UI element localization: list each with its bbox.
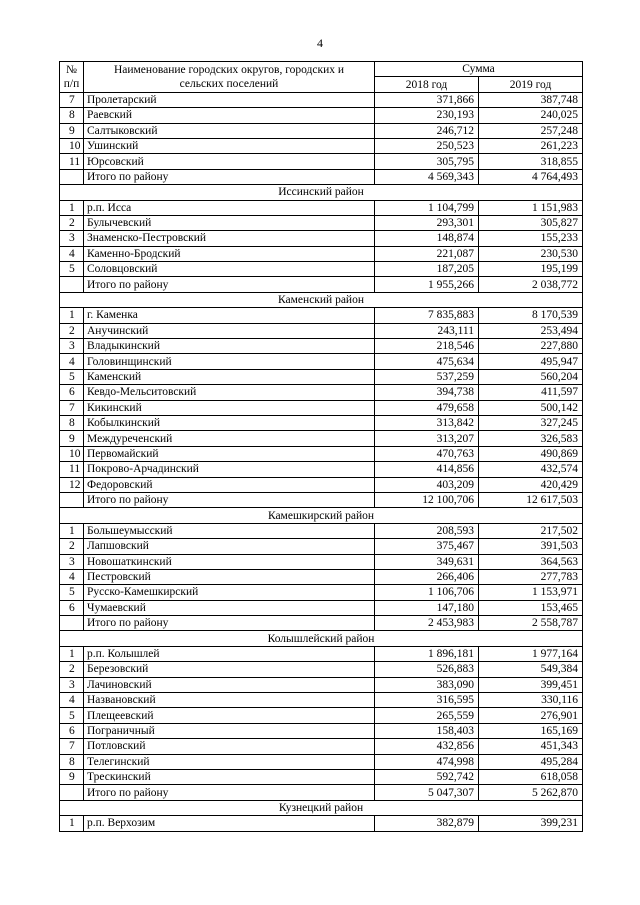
table-row — [60, 415, 583, 430]
value-2018: 5 047,307 — [375, 785, 479, 800]
row-number: 7 — [60, 92, 84, 107]
table-row — [60, 554, 583, 569]
value-2019: 387,748 — [479, 92, 583, 107]
row-number: 5 — [60, 585, 84, 600]
row-name: Итого по району — [84, 169, 375, 184]
district-total-row — [60, 169, 583, 184]
table-row — [60, 569, 583, 584]
row-name: Новошаткинский — [84, 554, 375, 569]
row-number: 5 — [60, 708, 84, 723]
value-2018: 383,090 — [375, 677, 479, 692]
district-total-row — [60, 492, 583, 507]
value-2019: 451,343 — [479, 739, 583, 754]
value-2019: 391,503 — [479, 539, 583, 554]
value-2019: 155,233 — [479, 231, 583, 246]
value-2018: 265,559 — [375, 708, 479, 723]
row-name: Пограничный — [84, 723, 375, 738]
value-2019: 364,563 — [479, 554, 583, 569]
value-2018: 243,111 — [375, 323, 479, 338]
district-title: Иссинский район — [60, 185, 583, 200]
table-row — [60, 123, 583, 138]
row-number: 4 — [60, 354, 84, 369]
value-2018: 218,546 — [375, 339, 479, 354]
value-2018: 266,406 — [375, 569, 479, 584]
row-number: 1 — [60, 308, 84, 323]
value-2019: 4 764,493 — [479, 169, 583, 184]
district-header-row — [60, 292, 583, 307]
row-number: 7 — [60, 739, 84, 754]
row-name: Лапшовский — [84, 539, 375, 554]
row-number: 2 — [60, 662, 84, 677]
row-name: Лачиновский — [84, 677, 375, 692]
value-2018: 526,883 — [375, 662, 479, 677]
row-name: Кобылкинский — [84, 415, 375, 430]
district-header-row — [60, 631, 583, 646]
row-name: Междуреченский — [84, 431, 375, 446]
district-title: Колышлейский район — [60, 631, 583, 646]
header-number: № п/п — [60, 62, 84, 93]
row-name: Итого по району — [84, 277, 375, 292]
table-row — [60, 446, 583, 461]
value-2018: 2 453,983 — [375, 616, 479, 631]
row-name: Каменно-Бродский — [84, 246, 375, 261]
value-2018: 316,595 — [375, 693, 479, 708]
row-number: 10 — [60, 446, 84, 461]
value-2019: 500,142 — [479, 400, 583, 415]
value-2018: 158,403 — [375, 723, 479, 738]
value-2019: 1 151,983 — [479, 200, 583, 215]
table-row — [60, 646, 583, 661]
row-number: 11 — [60, 154, 84, 169]
table-row — [60, 523, 583, 538]
district-title: Каменский район — [60, 292, 583, 307]
district-header-row — [60, 508, 583, 523]
value-2019: 432,574 — [479, 462, 583, 477]
table-row — [60, 215, 583, 230]
row-number — [60, 277, 84, 292]
value-2019: 261,223 — [479, 138, 583, 153]
row-number: 6 — [60, 385, 84, 400]
value-2018: 221,087 — [375, 246, 479, 261]
table-row — [60, 600, 583, 615]
table-row — [60, 323, 583, 338]
table-row — [60, 385, 583, 400]
value-2018: 414,856 — [375, 462, 479, 477]
row-number: 9 — [60, 123, 84, 138]
table-row — [60, 339, 583, 354]
value-2018: 148,874 — [375, 231, 479, 246]
row-number — [60, 616, 84, 631]
table-row — [60, 693, 583, 708]
value-2019: 549,384 — [479, 662, 583, 677]
value-2019: 276,901 — [479, 708, 583, 723]
table-row — [60, 431, 583, 446]
header-year-2019: 2019 год — [479, 77, 583, 92]
table-row — [60, 92, 583, 107]
value-2019: 420,429 — [479, 477, 583, 492]
value-2018: 1 896,181 — [375, 646, 479, 661]
value-2019: 12 617,503 — [479, 492, 583, 507]
row-name: Итого по району — [84, 616, 375, 631]
row-name: Кевдо-Мельситовский — [84, 385, 375, 400]
table-row — [60, 769, 583, 784]
row-name: Раевский — [84, 108, 375, 123]
value-2018: 305,795 — [375, 154, 479, 169]
value-2018: 537,259 — [375, 369, 479, 384]
row-number: 11 — [60, 462, 84, 477]
row-number: 8 — [60, 754, 84, 769]
table-row — [60, 739, 583, 754]
page-number: 4 — [317, 36, 323, 50]
table-row — [60, 108, 583, 123]
value-2019: 217,502 — [479, 523, 583, 538]
value-2019: 227,880 — [479, 339, 583, 354]
value-2019: 495,284 — [479, 754, 583, 769]
value-2019: 2 558,787 — [479, 616, 583, 631]
value-2018: 1 104,799 — [375, 200, 479, 215]
row-name: Березовский — [84, 662, 375, 677]
table-body — [60, 92, 583, 831]
table-header — [60, 62, 583, 93]
value-2019: 1 153,971 — [479, 585, 583, 600]
value-2019: 5 262,870 — [479, 785, 583, 800]
value-2018: 293,301 — [375, 215, 479, 230]
value-2019: 560,204 — [479, 369, 583, 384]
value-2018: 313,207 — [375, 431, 479, 446]
value-2018: 208,593 — [375, 523, 479, 538]
value-2018: 432,856 — [375, 739, 479, 754]
row-number: 3 — [60, 554, 84, 569]
value-2018: 147,180 — [375, 600, 479, 615]
row-name: Пестровский — [84, 569, 375, 584]
row-name: г. Каменка — [84, 308, 375, 323]
value-2018: 592,742 — [375, 769, 479, 784]
row-number: 2 — [60, 323, 84, 338]
table-row — [60, 816, 583, 831]
row-name: Знаменско-Пестровский — [84, 231, 375, 246]
value-2019: 277,783 — [479, 569, 583, 584]
row-number: 5 — [60, 369, 84, 384]
header-year-2018: 2018 год — [375, 77, 479, 92]
value-2018: 230,193 — [375, 108, 479, 123]
row-name: Ушинский — [84, 138, 375, 153]
row-number: 6 — [60, 723, 84, 738]
row-number: 9 — [60, 431, 84, 446]
row-name: Потловский — [84, 739, 375, 754]
value-2018: 470,763 — [375, 446, 479, 461]
value-2019: 165,169 — [479, 723, 583, 738]
table-row — [60, 246, 583, 261]
row-name: Владыкинский — [84, 339, 375, 354]
row-number: 12 — [60, 477, 84, 492]
value-2018: 246,712 — [375, 123, 479, 138]
table-row — [60, 154, 583, 169]
value-2018: 4 569,343 — [375, 169, 479, 184]
row-name: Плещеевский — [84, 708, 375, 723]
value-2019: 240,025 — [479, 108, 583, 123]
row-number: 5 — [60, 262, 84, 277]
row-number — [60, 169, 84, 184]
row-number: 9 — [60, 769, 84, 784]
row-name: Чумаевский — [84, 600, 375, 615]
budget-table — [59, 61, 583, 832]
value-2019: 253,494 — [479, 323, 583, 338]
value-2018: 394,738 — [375, 385, 479, 400]
row-number: 8 — [60, 415, 84, 430]
row-number: 2 — [60, 215, 84, 230]
row-name: Покрово-Арчадинский — [84, 462, 375, 477]
value-2018: 187,205 — [375, 262, 479, 277]
value-2019: 8 170,539 — [479, 308, 583, 323]
row-number: 7 — [60, 400, 84, 415]
value-2018: 349,631 — [375, 554, 479, 569]
value-2019: 490,869 — [479, 446, 583, 461]
value-2018: 382,879 — [375, 816, 479, 831]
value-2019: 495,947 — [479, 354, 583, 369]
value-2019: 305,827 — [479, 215, 583, 230]
table-row — [60, 585, 583, 600]
table-row — [60, 262, 583, 277]
value-2019: 2 038,772 — [479, 277, 583, 292]
value-2018: 1 955,266 — [375, 277, 479, 292]
table-row — [60, 354, 583, 369]
row-number: 1 — [60, 816, 84, 831]
row-number: 4 — [60, 569, 84, 584]
row-name: Юрсовский — [84, 154, 375, 169]
row-name: Телегинский — [84, 754, 375, 769]
row-number: 2 — [60, 539, 84, 554]
row-number — [60, 492, 84, 507]
value-2019: 230,530 — [479, 246, 583, 261]
row-name: Федоровский — [84, 477, 375, 492]
row-name: Соловцовский — [84, 262, 375, 277]
value-2018: 7 835,883 — [375, 308, 479, 323]
table-row — [60, 369, 583, 384]
table-row — [60, 462, 583, 477]
header-name: Наименование городских округов, городских и сельских поселений — [84, 62, 375, 93]
district-header-row — [60, 800, 583, 815]
row-name: Названовский — [84, 693, 375, 708]
value-2019: 153,465 — [479, 600, 583, 615]
value-2019: 257,248 — [479, 123, 583, 138]
row-name: Кикинский — [84, 400, 375, 415]
value-2019: 326,583 — [479, 431, 583, 446]
value-2019: 318,855 — [479, 154, 583, 169]
table-row — [60, 231, 583, 246]
value-2019: 195,199 — [479, 262, 583, 277]
row-name: Анучинский — [84, 323, 375, 338]
value-2019: 618,058 — [479, 769, 583, 784]
district-total-row — [60, 277, 583, 292]
row-name: Большеумысский — [84, 523, 375, 538]
value-2018: 313,842 — [375, 415, 479, 430]
row-number — [60, 785, 84, 800]
value-2018: 250,523 — [375, 138, 479, 153]
row-number: 4 — [60, 246, 84, 261]
district-total-row — [60, 616, 583, 631]
value-2019: 399,451 — [479, 677, 583, 692]
row-number: 1 — [60, 523, 84, 538]
row-name: Головинщинский — [84, 354, 375, 369]
row-name: Русско-Камешкирский — [84, 585, 375, 600]
row-name: р.п. Колышлей — [84, 646, 375, 661]
value-2019: 330,116 — [479, 693, 583, 708]
row-name: Пролетарский — [84, 92, 375, 107]
row-number: 10 — [60, 138, 84, 153]
value-2018: 479,658 — [375, 400, 479, 415]
value-2018: 1 106,706 — [375, 585, 479, 600]
row-number: 3 — [60, 231, 84, 246]
row-name: р.п. Верхозим — [84, 816, 375, 831]
row-name: Итого по району — [84, 492, 375, 507]
value-2019: 399,231 — [479, 816, 583, 831]
row-number: 4 — [60, 693, 84, 708]
table-row — [60, 200, 583, 215]
table-row — [60, 138, 583, 153]
district-title: Камешкирский район — [60, 508, 583, 523]
district-header-row — [60, 185, 583, 200]
value-2019: 1 977,164 — [479, 646, 583, 661]
table-row — [60, 539, 583, 554]
value-2018: 371,866 — [375, 92, 479, 107]
table-row — [60, 400, 583, 415]
district-total-row — [60, 785, 583, 800]
district-title: Кузнецкий район — [60, 800, 583, 815]
row-number: 3 — [60, 677, 84, 692]
row-number: 1 — [60, 200, 84, 215]
value-2019: 327,245 — [479, 415, 583, 430]
table-row — [60, 477, 583, 492]
value-2018: 375,467 — [375, 539, 479, 554]
row-name: Каменский — [84, 369, 375, 384]
table-row — [60, 662, 583, 677]
table-row — [60, 677, 583, 692]
header-sum: Сумма — [375, 62, 583, 77]
table-row — [60, 754, 583, 769]
value-2018: 474,998 — [375, 754, 479, 769]
row-number: 3 — [60, 339, 84, 354]
row-name: Первомайский — [84, 446, 375, 461]
row-name: Трескинский — [84, 769, 375, 784]
row-name: Итого по району — [84, 785, 375, 800]
row-number: 6 — [60, 600, 84, 615]
row-number: 1 — [60, 646, 84, 661]
table-row — [60, 723, 583, 738]
row-name: Булычевский — [84, 215, 375, 230]
table-row — [60, 308, 583, 323]
value-2019: 411,597 — [479, 385, 583, 400]
value-2018: 403,209 — [375, 477, 479, 492]
value-2018: 12 100,706 — [375, 492, 479, 507]
value-2018: 475,634 — [375, 354, 479, 369]
table-row — [60, 708, 583, 723]
row-name: Салтыковский — [84, 123, 375, 138]
row-name: р.п. Исса — [84, 200, 375, 215]
row-number: 8 — [60, 108, 84, 123]
